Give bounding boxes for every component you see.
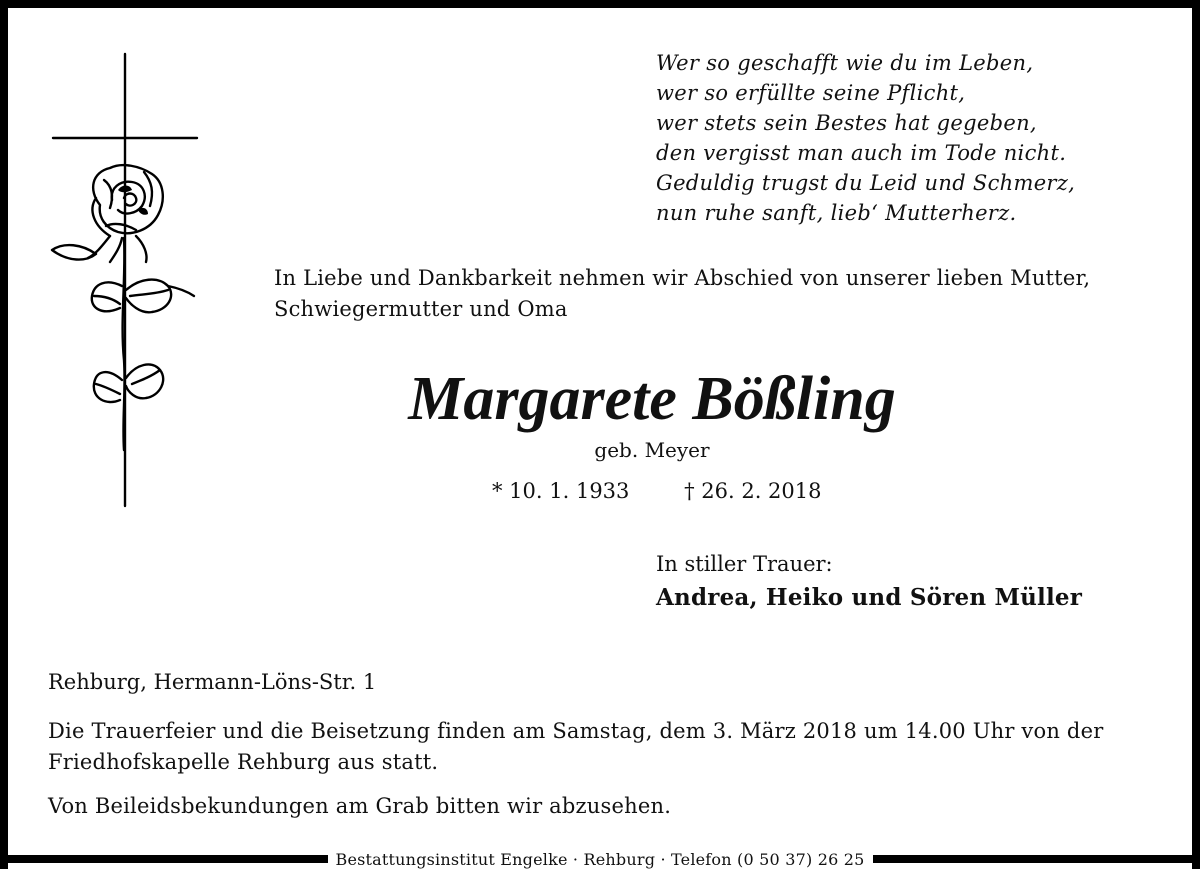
footer-bar	[0, 848, 1200, 870]
intro-text: In Liebe und Dankbarkeit nehmen wir Abschied von unserer lieben Mutter, Schwiegermutter und Oma	[274, 263, 1164, 325]
maiden-name: geb. Meyer	[0, 438, 1200, 462]
footer-rule-right	[873, 855, 1200, 863]
poem-line: wer stets sein Bestes hat gegeben,	[656, 108, 1075, 138]
deceased-name: Margarete Bößling	[0, 362, 1200, 436]
memorial-poem	[656, 48, 1075, 228]
condolence-note: Von Beileidsbekundungen am Grab bitten wir abzusehen.	[48, 794, 671, 818]
mourning-label: In stiller Trauer:	[656, 552, 833, 576]
poem-line: Geduldig trugst du Leid und Schmerz,	[656, 168, 1075, 198]
mourner-names: Andrea, Heiko und Sören Müller	[656, 584, 1082, 611]
poem-line: nun ruhe sanft, lieb‘ Mutterherz.	[656, 198, 1075, 228]
birth-date: * 10. 1. 1933	[492, 479, 629, 503]
poem-line: den vergisst man auch im Tode nicht.	[656, 138, 1075, 168]
poem-line: wer so erfüllte seine Pflicht,	[656, 78, 1075, 108]
death-date: † 26. 2. 2018	[684, 479, 821, 503]
ceremony-info: Die Trauerfeier und die Beisetzung finden am Samstag, dem 3. März 2018 um 14.00 Uhr von der Friedhofskapelle Rehburg aus statt.	[48, 716, 1158, 778]
life-dates	[492, 479, 822, 503]
funeral-home-info: Bestattungsinstitut Engelke · Rehburg · Telefon (0 50 37) 26 25	[328, 850, 873, 869]
footer-rule-left	[0, 855, 328, 863]
address: Rehburg, Hermann-Löns-Str. 1	[48, 670, 376, 694]
poem-line: Wer so geschafft wie du im Leben,	[656, 48, 1075, 78]
